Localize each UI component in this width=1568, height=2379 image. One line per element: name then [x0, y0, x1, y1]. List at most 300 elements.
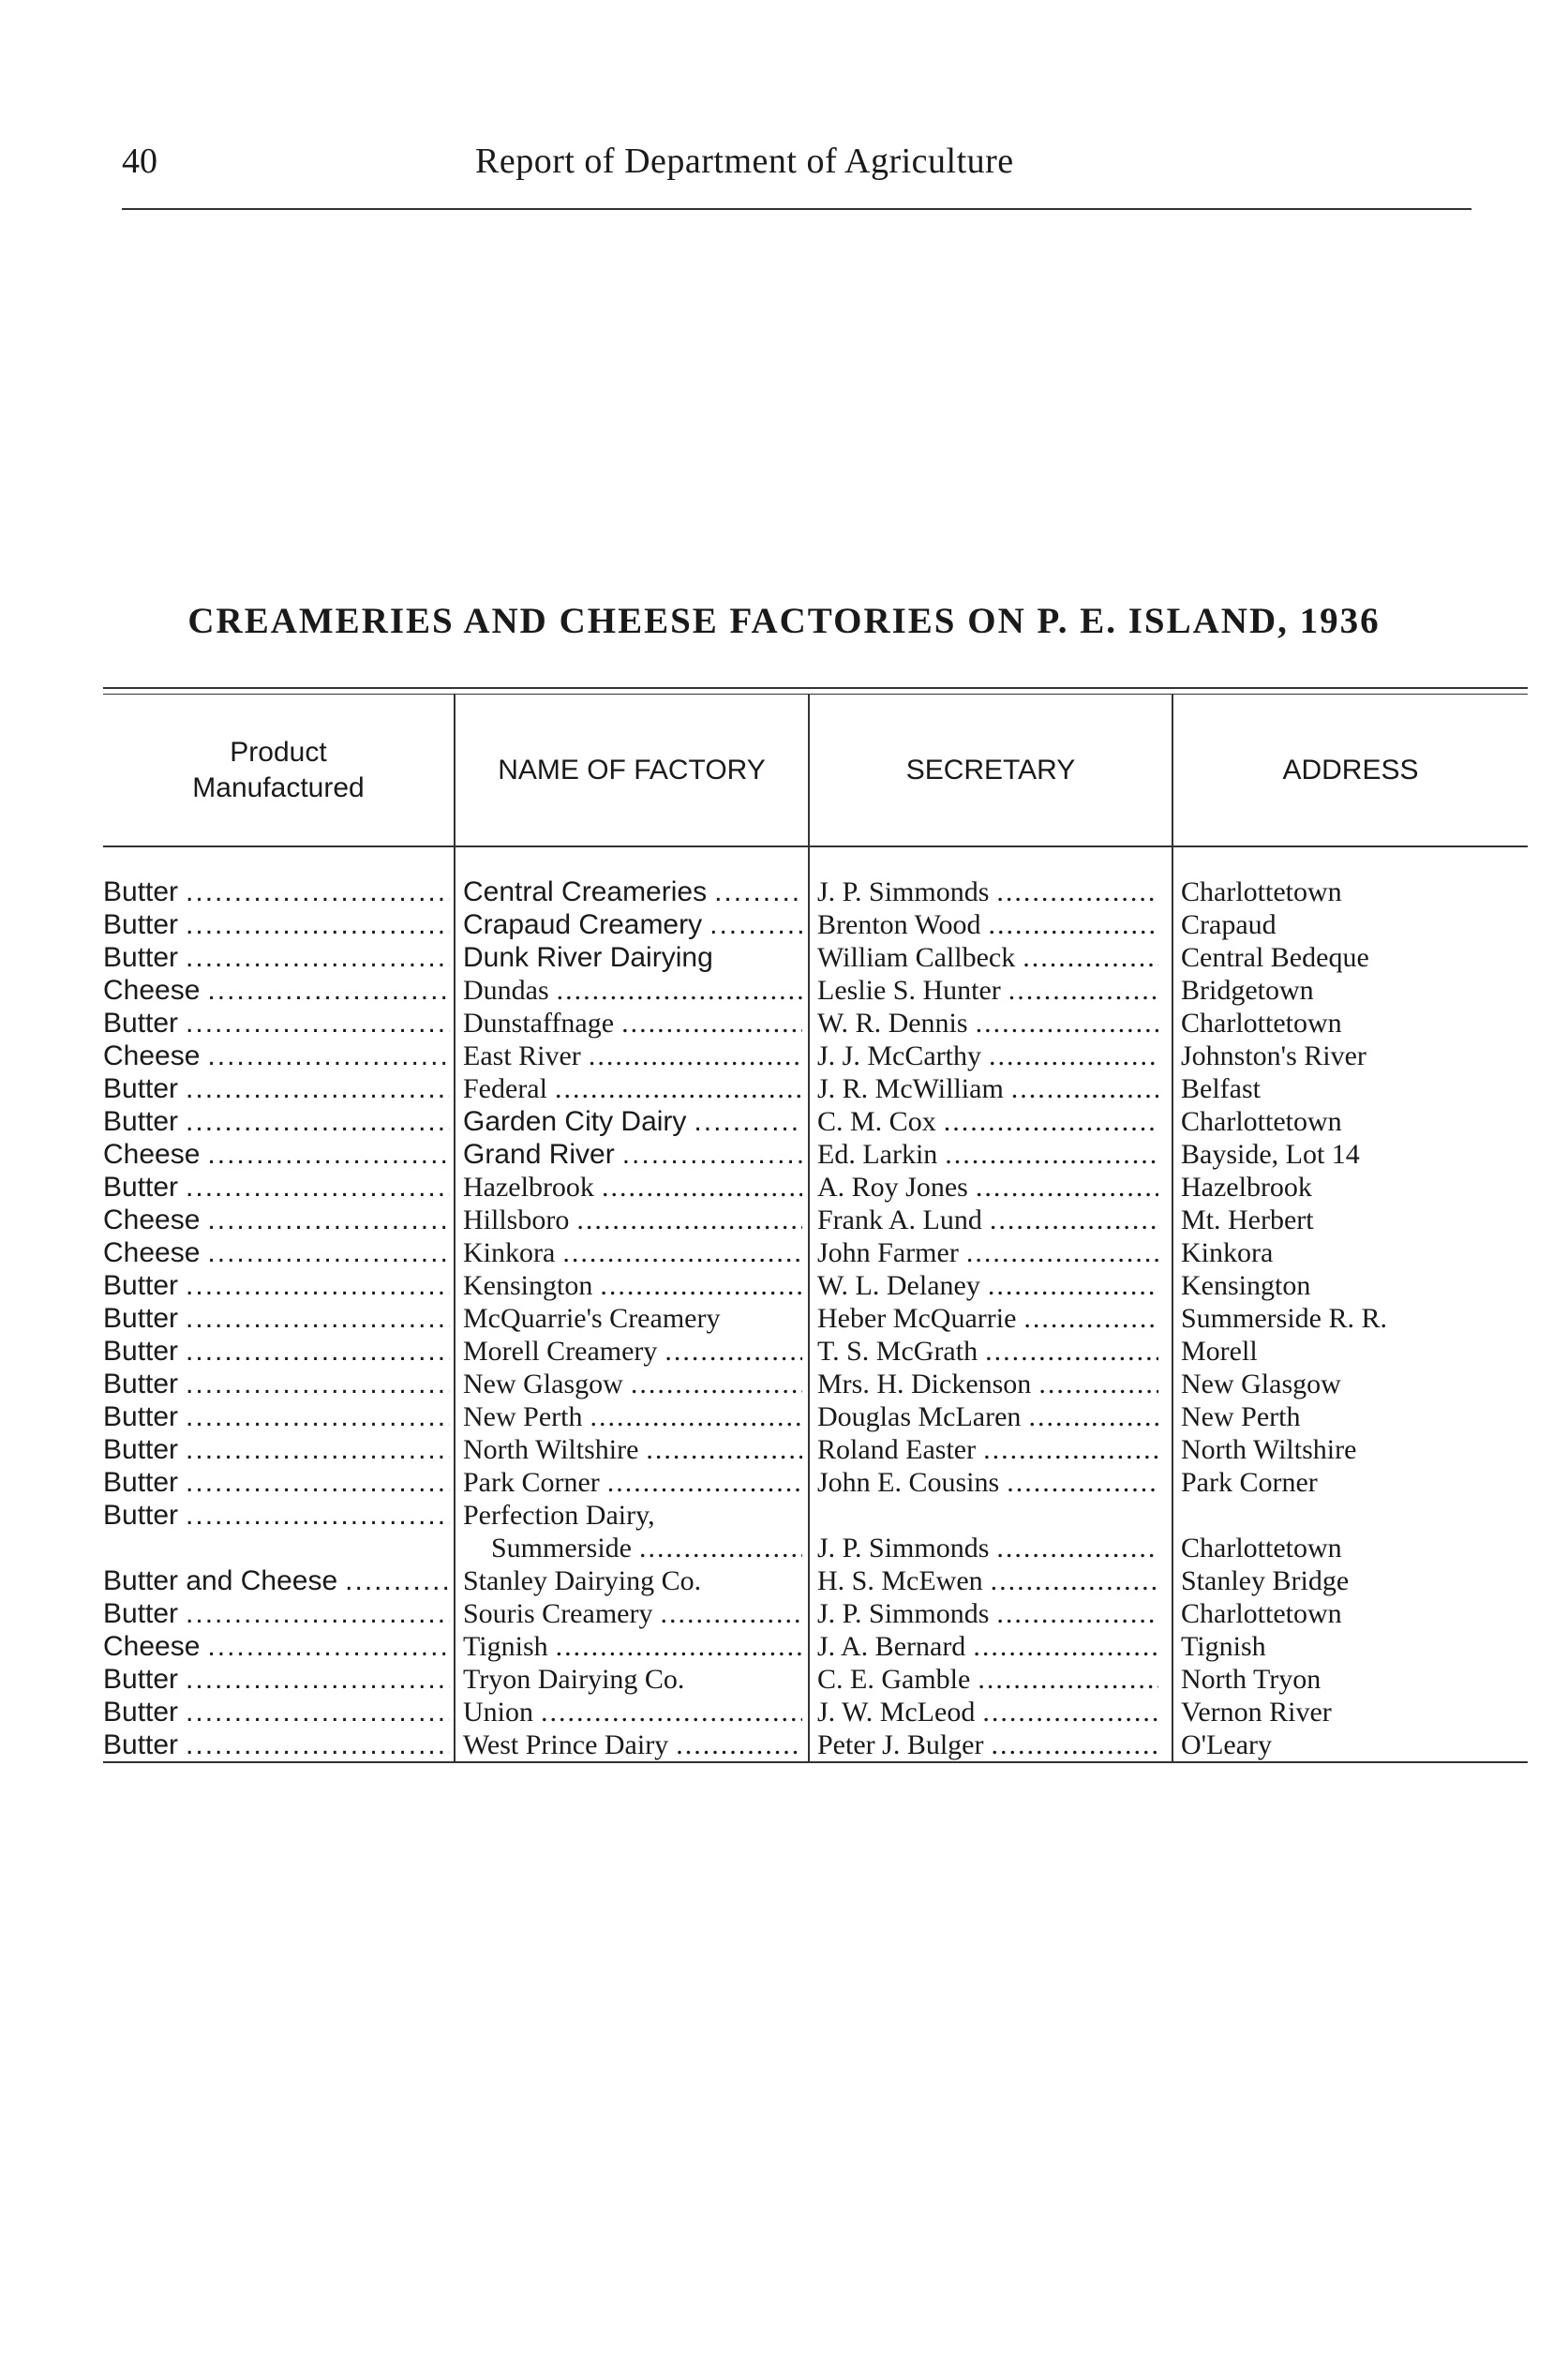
factory-cell-text: Union — [463, 1697, 533, 1728]
product-cell — [103, 1040, 450, 1072]
leader-dots — [590, 1400, 802, 1433]
address-cell — [1181, 1204, 1528, 1236]
factory-cell — [463, 1335, 802, 1368]
product-cell — [103, 1630, 450, 1663]
factory-cell-text: Stanley Dairying Co. — [463, 1565, 702, 1596]
secretary-cell-text: C. M. Cox — [817, 1106, 936, 1137]
factory-cell — [463, 1138, 802, 1171]
table-row — [103, 1204, 1528, 1236]
secretary-cell — [817, 1236, 1158, 1269]
product-cell — [103, 1663, 450, 1696]
product-cell-text: Cheese — [103, 1139, 201, 1170]
leader-dots — [589, 1040, 802, 1072]
address-cell-text: Charlottetown — [1181, 1008, 1342, 1039]
secretary-cell-text: J. R. McWilliam — [817, 1073, 1004, 1104]
factory-cell-text: Dunstaffnage — [463, 1008, 615, 1039]
product-cell — [103, 1269, 450, 1302]
product-cell-text: Butter — [103, 1073, 179, 1104]
address-cell — [1181, 974, 1528, 1007]
product-cell — [103, 1204, 450, 1236]
secretary-cell-text: Heber McQuarrie — [817, 1303, 1017, 1334]
product-cell — [103, 908, 450, 941]
leader-dots — [1028, 1400, 1158, 1433]
address-cell-text: Kensington — [1181, 1270, 1311, 1301]
secretary-cell-text: W. R. Dennis — [817, 1008, 968, 1039]
leader-dots — [557, 974, 802, 1007]
address-cell — [1181, 1400, 1528, 1433]
secretary-cell-text: J. A. Bernard — [817, 1631, 966, 1662]
leader-dots — [186, 1368, 450, 1400]
secretary-cell-text: Roland Easter — [817, 1434, 977, 1465]
address-cell — [1181, 1466, 1528, 1499]
product-cell-text: Butter — [103, 909, 179, 940]
product-cell-text: Butter — [103, 1336, 179, 1367]
page-number: 40 — [122, 142, 157, 181]
address-cell-text: Tignish — [1181, 1631, 1266, 1662]
leader-dots — [1008, 974, 1158, 1007]
secretary-cell — [817, 1072, 1158, 1105]
address-cell — [1181, 1728, 1528, 1761]
product-cell — [103, 1696, 450, 1728]
address-cell — [1181, 1564, 1528, 1597]
leader-dots — [996, 1597, 1158, 1630]
address-cell-text: New Perth — [1181, 1401, 1301, 1432]
leader-dots — [186, 1499, 450, 1532]
leader-dots — [978, 1663, 1158, 1696]
factory-cell — [463, 875, 802, 908]
product-cell-text: Butter — [103, 1106, 179, 1137]
product-cell — [103, 1728, 450, 1761]
factory-cell — [463, 1696, 802, 1728]
factory-cell — [463, 1007, 802, 1040]
factory-cell-text: McQuarrie's Creamery — [463, 1303, 721, 1334]
leader-dots — [989, 908, 1158, 941]
leader-dots — [996, 1532, 1158, 1564]
secretary-cell — [817, 1564, 1158, 1597]
secretary-cell-text: J. P. Simmonds — [817, 876, 990, 907]
leader-dots — [555, 1072, 802, 1105]
leader-dots — [982, 1696, 1158, 1728]
table-row — [103, 1433, 1528, 1466]
secretary-cell-text: J. J. McCarthy — [817, 1040, 981, 1071]
table-row — [103, 1236, 1528, 1269]
factory-cell — [463, 1597, 802, 1630]
factory-cell — [463, 908, 802, 941]
secretary-cell — [817, 1532, 1158, 1564]
factory-cell — [463, 1564, 802, 1597]
factory-cell — [463, 1728, 802, 1761]
factory-cell-text: Tignish — [463, 1631, 548, 1662]
address-cell-text: Charlottetown — [1181, 876, 1342, 907]
factory-cell — [463, 1466, 802, 1499]
address-cell-text: Bridgetown — [1181, 975, 1314, 1006]
address-cell-text: North Tryon — [1181, 1664, 1322, 1695]
address-cell — [1181, 1236, 1528, 1269]
product-cell — [103, 1466, 450, 1499]
product-cell — [103, 974, 450, 1007]
factories-table — [103, 687, 1528, 1763]
leader-dots — [1023, 941, 1158, 974]
running-title: Report of Department of Agriculture — [475, 142, 1014, 181]
product-cell-text: Butter — [103, 1467, 179, 1498]
leader-dots — [186, 1007, 450, 1040]
secretary-cell — [817, 1466, 1158, 1499]
secretary-cell-text: Brenton Wood — [817, 909, 981, 940]
leader-dots — [660, 1597, 802, 1630]
product-cell — [103, 1138, 450, 1171]
leader-dots — [996, 875, 1158, 908]
secretary-cell — [817, 1433, 1158, 1466]
leader-dots — [207, 974, 450, 1007]
leader-dots — [622, 1138, 802, 1171]
factory-cell — [463, 941, 802, 974]
factory-cell-text: Park Corner — [463, 1467, 600, 1498]
secretary-cell-text: Peter J. Bulger — [817, 1729, 984, 1760]
factory-cell — [463, 1368, 802, 1400]
factory-cell-text: Morell Creamery — [463, 1336, 658, 1367]
factory-cell — [463, 1040, 802, 1072]
secretary-cell — [817, 1138, 1158, 1171]
secretary-cell-text: Leslie S. Hunter — [817, 975, 1001, 1006]
table-row — [103, 1302, 1528, 1335]
table-header — [103, 695, 1528, 845]
leader-dots — [990, 1204, 1158, 1236]
secretary-cell-text: Douglas McLaren — [817, 1401, 1022, 1432]
leader-dots — [186, 1728, 450, 1761]
factory-cell — [463, 1630, 802, 1663]
factory-cell-text: Federal — [463, 1073, 547, 1104]
leader-dots — [186, 1171, 450, 1204]
factory-cell-text: New Perth — [463, 1401, 583, 1432]
product-cell-text: Butter — [103, 1008, 179, 1039]
product-cell — [103, 1236, 450, 1269]
product-cell — [103, 1007, 450, 1040]
product-cell-text: Butter — [103, 1729, 179, 1760]
header-product: Product Manufactured — [192, 737, 365, 803]
secretary-cell-text: J. P. Simmonds — [817, 1533, 990, 1564]
product-cell-text: Butter — [103, 1303, 179, 1334]
product-cell — [103, 1105, 450, 1138]
leader-dots — [207, 1040, 450, 1072]
product-cell — [103, 1368, 450, 1400]
table-body — [103, 847, 1528, 1761]
factory-cell-text: Tryon Dairying Co. — [463, 1664, 685, 1695]
product-cell-text: Butter — [103, 1401, 179, 1432]
address-cell — [1181, 1040, 1528, 1072]
address-cell-text: Kinkora — [1181, 1237, 1274, 1268]
factory-cell — [463, 1171, 802, 1204]
leader-dots — [988, 1269, 1158, 1302]
table-row — [103, 974, 1528, 1007]
factory-cell — [463, 1302, 802, 1335]
address-cell — [1181, 1696, 1528, 1728]
factory-cell-continued-text: Summerside — [463, 1533, 632, 1564]
product-cell-text: Butter — [103, 1500, 179, 1531]
product-cell — [103, 1597, 450, 1630]
address-cell-text: Vernon River — [1181, 1697, 1332, 1728]
factory-cell-text: Hazelbrook — [463, 1172, 594, 1203]
leader-dots — [945, 1138, 1158, 1171]
factory-cell — [463, 1072, 802, 1105]
table-row — [103, 1171, 1528, 1204]
address-cell-text: Charlottetown — [1181, 1533, 1342, 1564]
leader-dots — [186, 1335, 450, 1368]
document-title: CREAMERIES AND CHEESE FACTORIES ON P. E. ISLAND, 1936 — [187, 601, 1381, 641]
leader-dots — [991, 1728, 1158, 1761]
address-cell-text: Summerside R. R. — [1181, 1303, 1388, 1334]
header-factory: NAME OF FACTORY — [498, 754, 766, 786]
address-cell — [1181, 908, 1528, 941]
leader-dots — [186, 908, 450, 941]
leader-dots — [694, 1105, 802, 1138]
leader-dots — [709, 908, 802, 941]
table-row — [103, 908, 1528, 941]
factory-cell-text: East River — [463, 1040, 581, 1071]
address-cell — [1181, 1138, 1528, 1171]
leader-dots — [1038, 1368, 1158, 1400]
leader-dots — [944, 1105, 1158, 1138]
secretary-cell — [817, 941, 1158, 974]
factory-cell — [463, 974, 802, 1007]
address-cell-text: Hazelbrook — [1181, 1172, 1312, 1203]
factory-cell — [463, 1269, 802, 1302]
table-row — [103, 1564, 1528, 1597]
leader-dots — [186, 1072, 450, 1105]
address-cell-text: Johnston's River — [1181, 1040, 1366, 1071]
factory-cell-text: Souris Creamery — [463, 1598, 653, 1629]
leader-dots — [186, 1269, 450, 1302]
table-row — [103, 1105, 1528, 1138]
table-row — [103, 1040, 1528, 1072]
secretary-cell-text: T. S. McGrath — [817, 1336, 978, 1367]
product-cell — [103, 1499, 450, 1532]
address-cell — [1181, 1171, 1528, 1204]
secretary-cell — [817, 1335, 1158, 1368]
leader-dots — [556, 1630, 802, 1663]
table-row — [103, 1728, 1528, 1761]
address-cell-text: Charlottetown — [1181, 1598, 1342, 1629]
table-row — [103, 1630, 1528, 1663]
leader-dots — [600, 1269, 802, 1302]
leader-dots — [646, 1433, 802, 1466]
leader-dots — [207, 1138, 450, 1171]
address-cell — [1181, 875, 1528, 908]
product-cell-text: Butter — [103, 1434, 179, 1465]
secretary-cell — [817, 1663, 1158, 1696]
secretary-cell — [817, 1400, 1158, 1433]
address-cell — [1181, 1302, 1528, 1335]
product-cell-text: Butter — [103, 1369, 179, 1399]
factory-cell — [463, 1663, 802, 1696]
factory-cell-text: Crapaud Creamery — [463, 909, 703, 940]
secretary-cell — [817, 1696, 1158, 1728]
product-cell-text: Butter — [103, 1172, 179, 1203]
secretary-cell-text: A. Roy Jones — [817, 1172, 968, 1203]
address-cell-text: Mt. Herbert — [1181, 1204, 1314, 1235]
secretary-cell-text: J. P. Simmonds — [817, 1598, 990, 1629]
leader-dots — [989, 1040, 1158, 1072]
secretary-cell — [817, 974, 1158, 1007]
leader-dots — [186, 1466, 450, 1499]
secretary-cell-text: C. E. Gamble — [817, 1664, 971, 1695]
table-row — [103, 941, 1528, 974]
table-row — [103, 875, 1528, 908]
table-top-rule — [103, 687, 1528, 689]
product-cell-text: Cheese — [103, 1631, 201, 1662]
product-cell-text: Cheese — [103, 975, 201, 1006]
table-row — [103, 1499, 1528, 1564]
leader-dots — [186, 875, 450, 908]
address-cell — [1181, 1072, 1528, 1105]
address-cell-text: O'Leary — [1181, 1729, 1273, 1760]
secretary-cell — [817, 1302, 1158, 1335]
table-row — [103, 1138, 1528, 1171]
secretary-cell-text: John E. Cousins — [817, 1467, 1000, 1498]
secretary-cell — [817, 1171, 1158, 1204]
leader-dots — [714, 875, 802, 908]
factory-cell-text: Dunk River Dairying — [463, 942, 713, 973]
address-cell-text: North Wiltshire — [1181, 1434, 1357, 1465]
table-row — [103, 1597, 1528, 1630]
product-cell-text: Butter and Cheese — [103, 1565, 338, 1596]
leader-dots — [976, 1007, 1158, 1040]
leader-dots — [1011, 1072, 1158, 1105]
table-row — [103, 1696, 1528, 1728]
leader-dots — [186, 1597, 450, 1630]
leader-dots — [541, 1696, 802, 1728]
secretary-cell — [817, 1007, 1158, 1040]
factory-cell-text: Dundas — [463, 975, 549, 1006]
secretary-cell — [817, 1597, 1158, 1630]
factory-cell — [463, 1433, 802, 1466]
address-cell — [1181, 1007, 1528, 1040]
header-secretary: SECRETARY — [905, 754, 1076, 786]
address-cell-text: Crapaud — [1181, 909, 1277, 940]
table-row — [103, 1368, 1528, 1400]
product-cell-text: Cheese — [103, 1204, 201, 1235]
factory-cell-continued — [463, 1532, 802, 1564]
address-cell — [1181, 1433, 1528, 1466]
product-cell — [103, 875, 450, 908]
leader-dots — [1023, 1302, 1158, 1335]
leader-dots — [562, 1236, 802, 1269]
secretary-cell-text: Mrs. H. Dickenson — [817, 1369, 1032, 1399]
factory-cell — [463, 1204, 802, 1236]
product-cell — [103, 1335, 450, 1368]
secretary-cell-text: Ed. Larkin — [817, 1139, 938, 1170]
address-cell-text: Bayside, Lot 14 — [1181, 1139, 1360, 1170]
leader-dots — [966, 1236, 1158, 1269]
secretary-cell-text: William Callbeck — [817, 942, 1016, 973]
product-cell — [103, 1072, 450, 1105]
product-cell — [103, 1171, 450, 1204]
leader-dots — [186, 1433, 450, 1466]
leader-dots — [621, 1007, 802, 1040]
leader-dots — [983, 1433, 1158, 1466]
address-cell-text: Belfast — [1181, 1073, 1261, 1104]
address-cell — [1181, 941, 1528, 974]
header-rule — [122, 208, 1471, 210]
leader-dots — [976, 1171, 1158, 1204]
leader-dots — [186, 941, 450, 974]
factory-cell-text: Central Creameries — [463, 876, 708, 907]
leader-dots — [602, 1171, 802, 1204]
secretary-cell-text: H. S. McEwen — [817, 1565, 983, 1596]
factory-cell-text: Garden City Dairy — [463, 1106, 687, 1137]
leader-dots — [985, 1335, 1158, 1368]
table-row — [103, 1663, 1528, 1696]
secretary-cell-text: J. W. McLeod — [817, 1697, 976, 1728]
secretary-cell-text: W. L. Delaney — [817, 1270, 980, 1301]
product-cell-text: Butter — [103, 1598, 179, 1629]
leader-dots — [207, 1204, 450, 1236]
address-cell — [1181, 1105, 1528, 1138]
table-bottom-rule — [103, 1761, 1528, 1763]
address-cell — [1181, 1368, 1528, 1400]
address-cell-text: Charlottetown — [1181, 1106, 1342, 1137]
product-cell — [103, 1302, 450, 1335]
running-head — [122, 141, 1471, 197]
product-cell — [103, 941, 450, 974]
factory-cell — [463, 1105, 802, 1138]
leader-dots — [639, 1532, 802, 1564]
leader-dots — [607, 1466, 802, 1499]
secretary-cell-text: Frank A. Lund — [817, 1204, 982, 1235]
product-cell-text: Butter — [103, 1664, 179, 1695]
product-cell — [103, 1400, 450, 1433]
product-cell — [103, 1433, 450, 1466]
leader-dots — [186, 1302, 450, 1335]
product-cell-text: Cheese — [103, 1237, 201, 1268]
address-cell — [1181, 1663, 1528, 1696]
address-cell — [1181, 1269, 1528, 1302]
secretary-cell — [817, 1368, 1158, 1400]
leader-dots — [676, 1728, 802, 1761]
address-cell-text: Central Bedeque — [1181, 942, 1369, 973]
table-row — [103, 1269, 1528, 1302]
secretary-cell — [817, 908, 1158, 941]
address-cell-text: Park Corner — [1181, 1467, 1318, 1498]
factory-cell-text: West Prince Dairy — [463, 1729, 669, 1760]
leader-dots — [576, 1204, 802, 1236]
leader-dots — [186, 1400, 450, 1433]
leader-dots — [631, 1368, 802, 1400]
address-cell — [1181, 1532, 1528, 1564]
leader-dots — [207, 1630, 450, 1663]
secretary-cell — [817, 1204, 1158, 1236]
leader-dots — [186, 1105, 450, 1138]
product-cell-text: Butter — [103, 1270, 179, 1301]
product-cell-text: Butter — [103, 942, 179, 973]
secretary-cell-text: John Farmer — [817, 1237, 959, 1268]
factory-cell-text: Perfection Dairy, — [463, 1500, 655, 1531]
leader-dots — [973, 1630, 1158, 1663]
leader-dots — [207, 1236, 450, 1269]
factory-cell-text: Kinkora — [463, 1237, 556, 1268]
product-cell-text: Cheese — [103, 1040, 201, 1071]
leader-dots — [1007, 1466, 1158, 1499]
address-cell-text: Morell — [1181, 1336, 1258, 1367]
leader-dots — [186, 1696, 450, 1728]
factory-cell-text: Kensington — [463, 1270, 593, 1301]
leader-dots — [345, 1564, 450, 1597]
secretary-cell — [817, 1630, 1158, 1663]
product-cell — [103, 1564, 450, 1597]
leader-dots — [665, 1335, 802, 1368]
table-row — [103, 1400, 1528, 1433]
factory-cell-text: Hillsboro — [463, 1204, 570, 1235]
secretary-cell — [817, 875, 1158, 908]
